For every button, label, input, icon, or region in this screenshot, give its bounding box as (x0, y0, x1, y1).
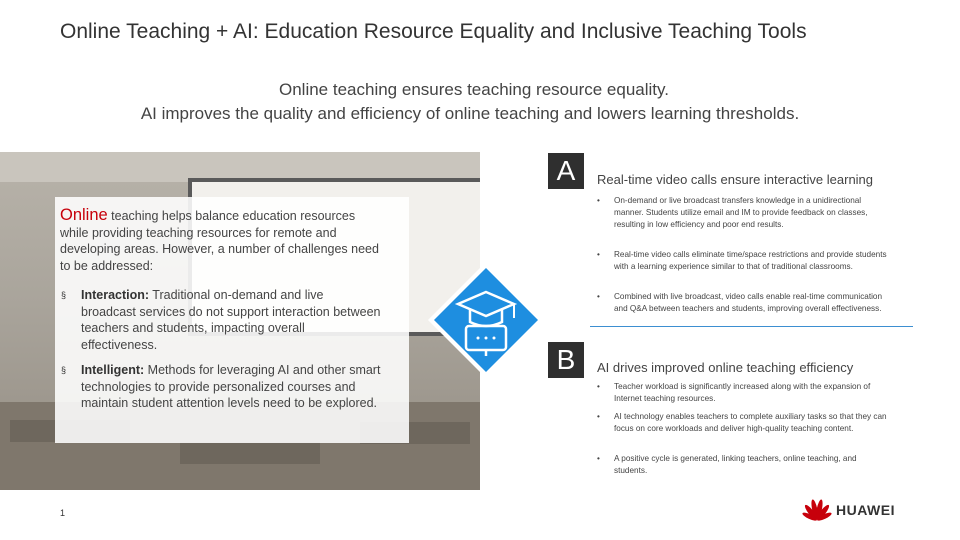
section-divider (590, 326, 913, 327)
photo-desk (180, 442, 320, 464)
bullet-dot: • (597, 250, 600, 259)
bullet-text: Methods for leveraging AI and other smart technologies to provide personalized courses and maintain student attention levels need to be explored. (81, 363, 381, 410)
section-a-point (597, 291, 890, 315)
challenge-bullet (61, 287, 381, 353)
intro-text: teaching helps balance education resources while providing teaching resources for remote and developing areas. However, a number of challenges need to be addressed: (60, 209, 379, 273)
subtitle-line-2: AI improves the quality and efficiency of online teaching and lowers learning thresholds. (140, 104, 800, 123)
huawei-logo (802, 498, 912, 524)
bullet-dot: • (597, 382, 600, 391)
bullet-label: Intelligent: (81, 363, 145, 377)
subtitle-line-1: Online teaching ensures teaching resource equality. (279, 80, 669, 99)
graduation-cap-monitor-icon (428, 262, 544, 378)
bullet-label: Interaction: (81, 288, 150, 302)
section-b-point (597, 381, 890, 405)
section-b-point (597, 453, 890, 477)
point-text: Real-time video calls eliminate time/space restrictions and provide students with a learning experience similar to that of traditional classrooms. (614, 250, 887, 272)
logo-text: HUAWEI (836, 502, 895, 518)
section-a-letter: A (548, 153, 584, 189)
huawei-flower-logo-icon (802, 498, 832, 524)
bullet-mark: § (61, 290, 67, 300)
section-a-heading: Real-time video calls ensure interactive learning (597, 172, 874, 187)
challenge-bullet (61, 362, 381, 412)
bullet-text: Traditional on-demand and live broadcast services do not support interaction between teachers and students, impacting overall effectiveness. (81, 288, 381, 352)
section-a-point (597, 249, 890, 273)
point-text: On-demand or live broadcast transfers knowledge in a unidirectional manner. Students utilize email and IM to provide feedback on classes, resulting in low efficiency and poor end results. (614, 196, 868, 230)
point-text: AI technology enables teachers to complete auxiliary tasks so that they can focus on core workloads and deliver high-quality teaching content. (614, 412, 887, 434)
point-text: Teacher workload is significantly increased along with the expansion of Internet teaching resources. (614, 382, 871, 404)
intro-paragraph (60, 207, 380, 274)
section-b-heading: AI drives improved online teaching efficiency (597, 360, 854, 375)
section-b-letter: B (548, 342, 584, 378)
page-title: Online Teaching + AI: Education Resource Equality and Inclusive Teaching Tools (60, 20, 807, 43)
bullet-dot: • (597, 454, 600, 463)
bullet-dot: • (597, 292, 600, 301)
bullet-mark: § (61, 365, 67, 375)
section-b-point (597, 411, 890, 435)
section-a-point (597, 195, 890, 232)
point-text: Combined with live broadcast, video calls enable real-time communication and Q&A between teachers and students, improving overall effectiveness. (614, 292, 883, 314)
point-text: A positive cycle is generated, linking teachers, online teaching, and students. (614, 454, 857, 476)
bullet-dot: • (597, 412, 600, 421)
page-number: 1 (60, 508, 66, 518)
intro-lead-word: Online (60, 206, 108, 224)
bullet-dot: • (597, 196, 600, 205)
